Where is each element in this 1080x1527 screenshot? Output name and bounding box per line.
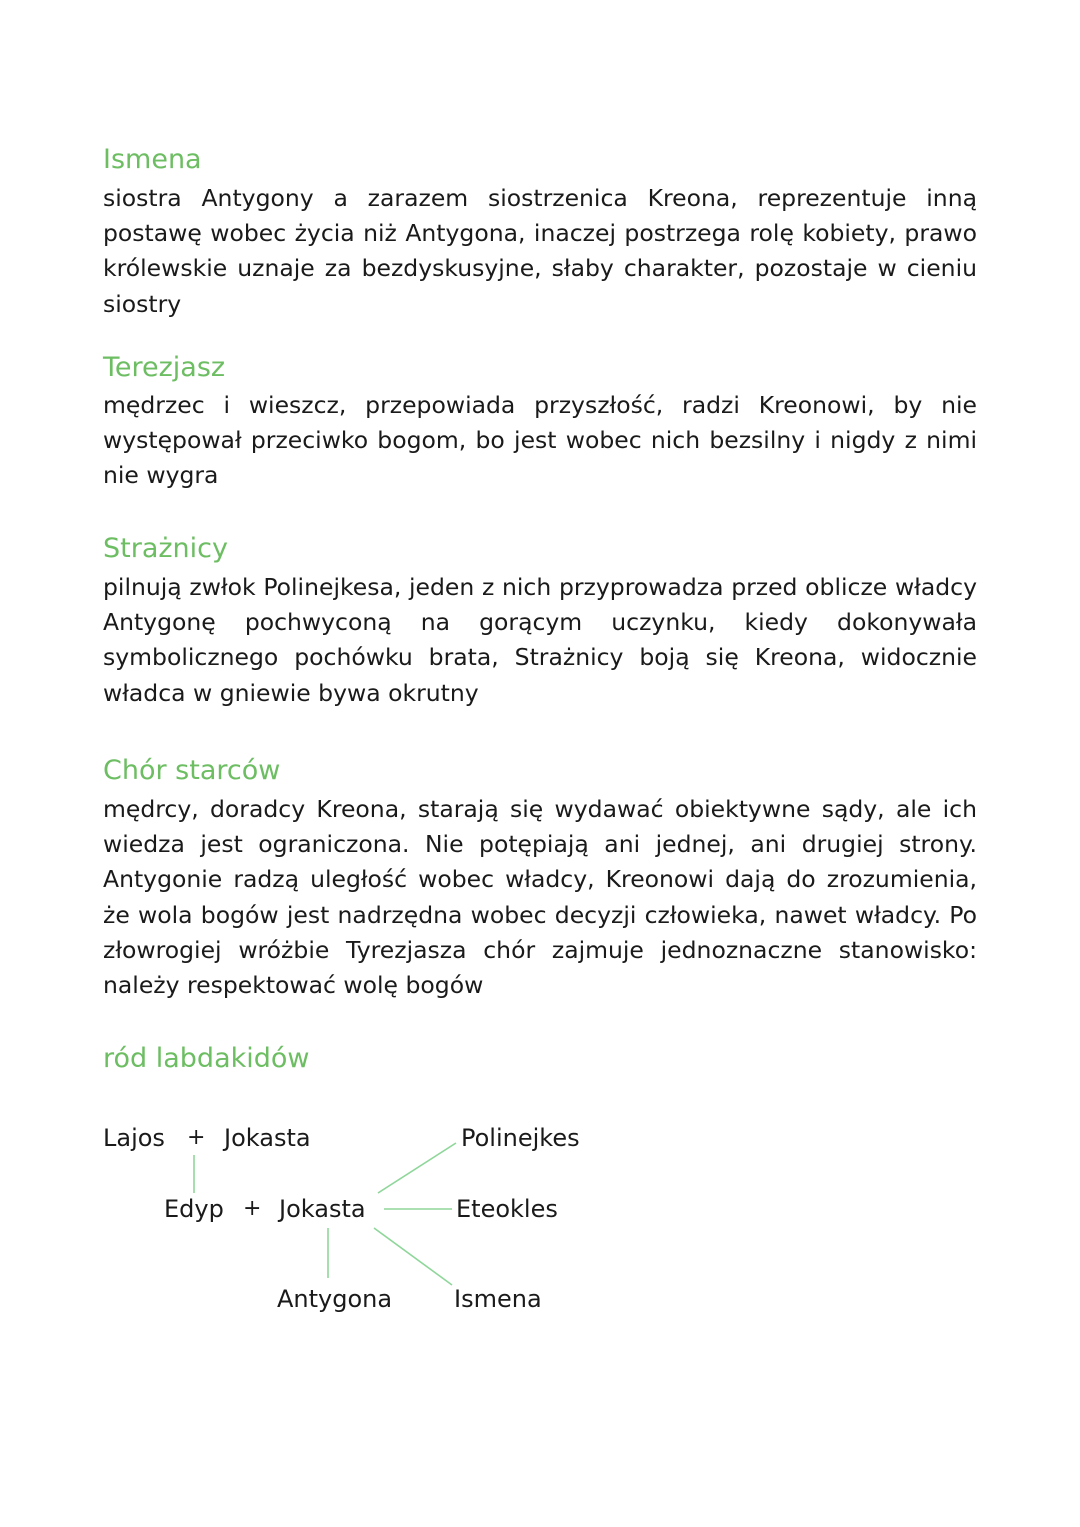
section-title-chor-starcow: Chór starców (103, 755, 281, 786)
tree-plus-1: + (187, 1125, 206, 1150)
tree-node-jokasta-2: Jokasta (279, 1195, 366, 1223)
section-title-ismena: Ismena (103, 144, 202, 175)
tree-node-polinejkes: Polinejkes (461, 1124, 580, 1152)
tree-node-edyp: Edyp (164, 1195, 224, 1223)
tree-node-lajos: Lajos (103, 1124, 165, 1152)
tree-node-jokasta-1: Jokasta (224, 1124, 311, 1152)
section-text-ismena: siostra Antygony a zarazem siostrzenica Kreona, reprezentuje inną postawę wobec życia niż Antygona, inaczej postrzega rolę kobiety, prawo królewskie uznaje za bezdyskusyjne, słaby charakter, pozostaje w cieniu siostry (103, 184, 977, 318)
section-title-terezjasz: Terezjasz (103, 352, 226, 383)
family-tree-title: ród labdakidów (103, 1043, 310, 1074)
line-to-ismena (374, 1228, 452, 1285)
tree-node-eteokles: Eteokles (456, 1195, 558, 1223)
tree-node-ismena: Ismena (454, 1285, 542, 1313)
section-text-straznicy: pilnują zwłok Polinejkesa, jeden z nich przyprowadza przed oblicze władcy Antygonę pochwyconą na gorącym uczynku, kiedy dokonywała symbolicznego pochówku brata, Strażnicy boją się Kreona, widocznie władca w gniewie bywa okrutny (103, 573, 977, 707)
section-text-chor-starcow: mędrcy, doradcy Kreona, starają się wydawać obiektywne sądy, ale ich wiedza jest ograniczona. Nie potępiają ani jednej, ani drugiej strony. Antygonie radzą uległość wobec władcy, Kreonowi dają do zrozumienia, że wola bogów jest nadrzędna wobec decyzji człowieka, nawet władcy. Po złowrogiej wróżbie Tyrezjasza chór zajmuje jednoznaczne stanowisko: należy respektować wolę bogów (103, 795, 977, 1000)
line-to-polinejkes (378, 1143, 456, 1193)
section-title-straznicy: Strażnicy (103, 533, 228, 564)
tree-plus-2: + (243, 1196, 262, 1221)
section-text-terezjasz: mędrzec i wieszcz, przepowiada przyszłość, radzi Kreonowi, by nie występował przeciwko bogom, bo jest wobec nich bezsilny i nigdy z nimi nie wygra (103, 391, 977, 490)
tree-node-antygona: Antygona (277, 1285, 393, 1313)
